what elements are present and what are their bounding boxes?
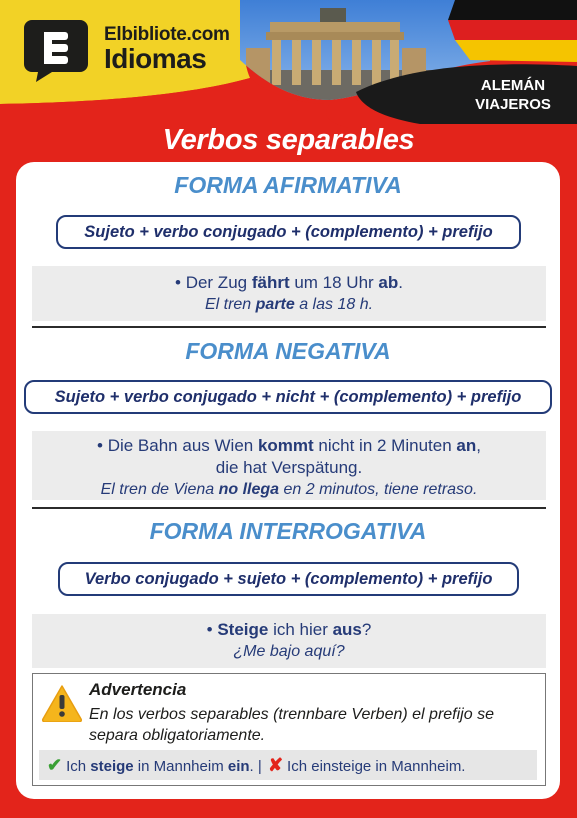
- example-german: • Der Zug fährt um 18 Uhr ab.: [175, 273, 403, 292]
- content-card: [16, 162, 560, 799]
- german-flag: [448, 0, 577, 62]
- warning-title: Advertencia: [89, 680, 187, 699]
- cross-icon: ✘: [267, 755, 284, 775]
- example-spanish: El tren de Viena no llega en 2 minutos, tiene retraso.: [100, 481, 478, 498]
- formula-negative: Sujeto + verbo conjugado + nicht + (complemento) + prefijo: [24, 380, 552, 414]
- example-german-line2: die hat Verspätung.: [215, 458, 363, 477]
- level-tag: [458, 76, 568, 114]
- incorrect-example: Ich einsteige in Mannheim.: [287, 758, 466, 775]
- warning-box: [32, 673, 546, 786]
- warning-text: En los verbos separables (trennbare Verben) el prefijo se separa obligatoriamente.: [89, 706, 494, 744]
- example-interrogative: [32, 614, 546, 668]
- section-divider: [32, 507, 546, 509]
- formula-affirmative: Sujeto + verbo conjugado + (complemento) + prefijo: [56, 215, 521, 249]
- example-spanish: ¿Me bajo aquí?: [233, 643, 345, 660]
- formula-interrogative: Verbo conjugado + sujeto + (complemento) + prefijo: [58, 562, 519, 596]
- section-heading-interrogative: FORMA INTERROGATIVA: [149, 518, 427, 544]
- header: [0, 0, 577, 128]
- check-icon: ✔: [47, 755, 63, 775]
- warning-examples: ✔ Ich steige in Mannheim ein. | ✘ Ich einsteige in Mannheim.: [39, 750, 537, 780]
- warning-icon: [41, 684, 83, 722]
- tag-audience: VIAJEROS: [475, 96, 551, 113]
- section-heading-affirmative: FORMA AFIRMATIVA: [174, 172, 402, 198]
- brand-name: Elbibliote.com: [104, 24, 230, 45]
- example-german: • Steige ich hier aus?: [206, 620, 372, 639]
- section-heading-negative: FORMA NEGATIVA: [185, 338, 391, 364]
- example-german: • Die Bahn aus Wien kommt nicht in 2 Minuten an,: [97, 436, 481, 455]
- example-spanish: El tren parte a las 18 h.: [204, 296, 374, 313]
- example-negative: [32, 431, 546, 500]
- brand-subtitle: Idiomas: [104, 43, 207, 74]
- section-divider: [32, 326, 546, 328]
- elbibliote-logo-icon: [22, 18, 90, 82]
- tag-language: ALEMÁN: [480, 77, 546, 94]
- example-affirmative: [32, 266, 546, 321]
- page-title: Verbos separables: [162, 124, 415, 156]
